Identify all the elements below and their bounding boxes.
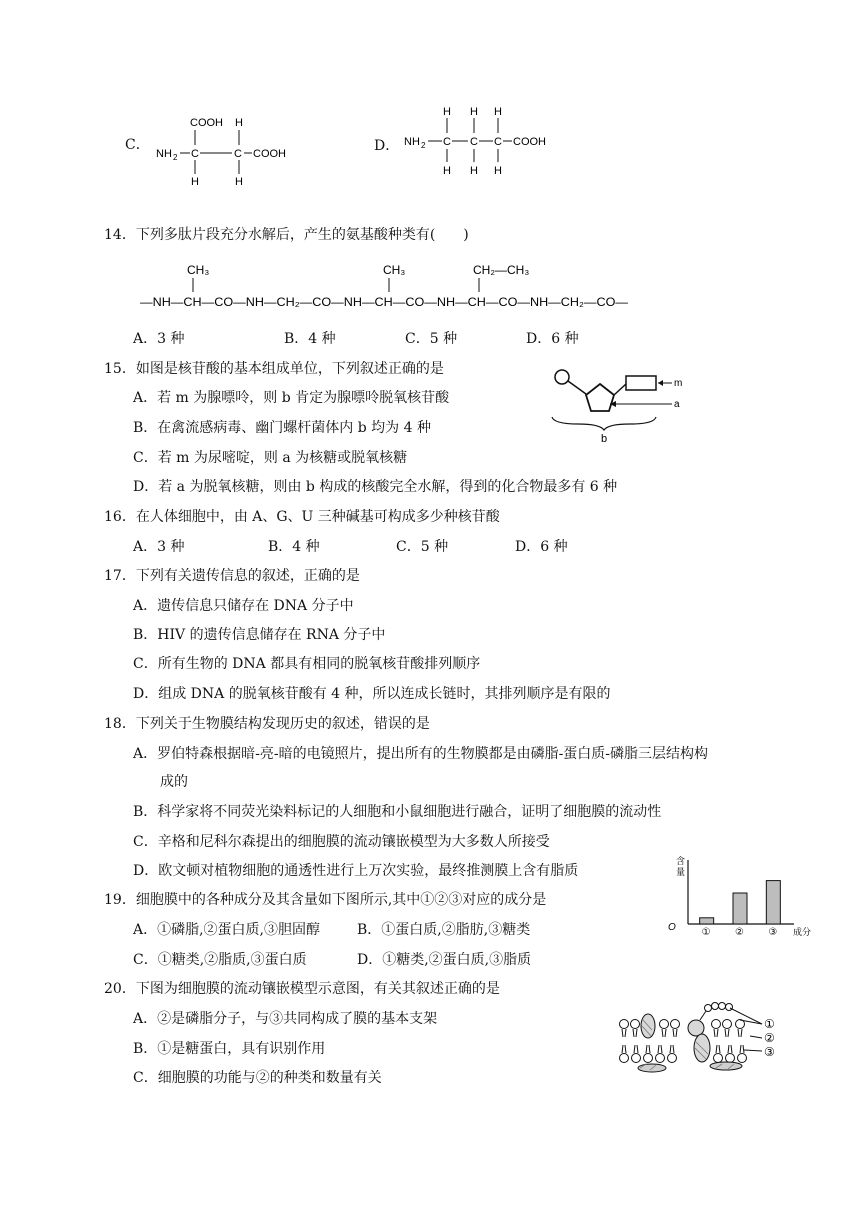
chart-tick-label-3: ③	[768, 927, 778, 938]
q19-option-a[interactable]: A．①磷脂,②蛋白质,③胆固醇	[133, 922, 321, 938]
q14-option-b[interactable]: B．4 种	[284, 331, 336, 347]
svg-text:C: C	[494, 136, 502, 148]
c-nh2: NH	[156, 148, 172, 160]
d-h-top-1: H	[443, 106, 451, 118]
c-h-bottom-2: H	[235, 176, 243, 188]
q18-option-a-cont: 成的	[160, 774, 188, 790]
brace-b	[552, 417, 656, 430]
q14-main-chain: —NH—CH—CO—NH—CH₂—CO—NH—CH—CO—NH—CH—CO—NH—CH₂—CO—	[140, 295, 628, 309]
svg-text:C: C	[443, 136, 451, 148]
chart-bar-3	[766, 881, 780, 924]
c-h-top: H	[235, 117, 243, 129]
q19-option-d[interactable]: D．①糖类,②蛋白质,③脂质	[357, 952, 532, 968]
q13-option-d-formula	[402, 100, 562, 180]
c-h-bottom-1: H	[191, 176, 199, 188]
q18-stem: 18．下列关于生物膜结构发现历史的叙述，错误的是	[104, 716, 430, 732]
protein-5	[710, 1062, 742, 1070]
q17-stem: 17．下列有关遗传信息的叙述，正确的是	[104, 568, 360, 584]
q20-stem: 20．下图为细胞膜的流动镶嵌模型示意图，有关其叙述正确的是	[104, 981, 500, 997]
q14-side-chain-2: CH₃	[383, 263, 406, 277]
d-nh2-sub: 2	[421, 141, 426, 150]
q17-option-b[interactable]: B．HIV 的遗传信息储存在 RNA 分子中	[133, 627, 386, 643]
q15-option-d[interactable]: D．若 a 为脱氧核糖，则由 b 构成的核酸完全水解，得到的化合物最多有 6 种	[133, 479, 618, 495]
q15-option-a[interactable]: A．若 m 为腺嘌呤，则 b 肯定为腺嘌呤脱氧核苷酸	[133, 390, 450, 406]
q19-stem: 19．细胞膜中的各种成分及其含量如下图所示,其中①②③对应的成分是	[104, 892, 547, 908]
q18-option-a[interactable]: A．罗伯特森根据暗-亮-暗的电镜照片，提出所有的生物膜都是由磷脂-蛋白质-磷脂三层结构构	[133, 746, 709, 762]
svg-text:C: C	[470, 136, 478, 148]
q15-option-b[interactable]: B．在禽流感病毒、幽门螺杆菌体内 b 均为 4 种	[133, 420, 431, 436]
q19-bar-chart	[668, 852, 823, 942]
q15-option-c[interactable]: C．若 m 为尿嘧啶，则 a 为核糖或脱氧核糖	[133, 450, 408, 466]
chart-bar-2	[733, 893, 747, 924]
q17-option-a[interactable]: A．遗传信息只储存在 DNA 分子中	[133, 598, 354, 614]
q17-option-c[interactable]: C．所有生物的 DNA 都具有相同的脱氧核苷酸排列顺序	[133, 656, 481, 672]
chart-tick-label-2: ②	[735, 927, 744, 938]
pentose-ring	[586, 384, 614, 411]
label-m: m	[674, 378, 683, 389]
q14-option-c[interactable]: C．5 种	[405, 331, 458, 347]
q13-option-c-label: C．	[125, 137, 150, 153]
q15-nucleotide-diagram	[548, 364, 688, 444]
q20-membrane-diagram	[616, 1000, 786, 1075]
label-a: a	[674, 399, 680, 410]
q14-side-chain-3: CH₂—CH₃	[473, 263, 530, 277]
phosphate-circle	[555, 370, 569, 384]
base-rect	[626, 376, 656, 390]
d-h-bottom-1: H	[443, 165, 451, 177]
q16-option-d[interactable]: D．6 种	[515, 539, 568, 555]
chart-xlabel: 成分	[793, 927, 812, 937]
q13-option-c-formula	[150, 110, 300, 190]
q15-stem: 15．如图是核苷酸的基本组成单位，下列叙述正确的是	[104, 361, 444, 377]
q14-option-a[interactable]: A．3 种	[133, 331, 185, 347]
d-h-top-2: H	[470, 106, 478, 118]
label-2: ②	[764, 1031, 775, 1045]
q14-peptide-structure	[140, 256, 640, 312]
d-h-top-3: H	[494, 106, 502, 118]
q14-option-d[interactable]: D．6 种	[526, 331, 579, 347]
chart-bar-1	[700, 918, 714, 924]
q19-option-b[interactable]: B．①蛋白质,②脂肪,③糖类	[357, 922, 531, 938]
q20-option-b[interactable]: B．①是糖蛋白，具有识别作用	[133, 1041, 326, 1057]
c-cooh-right: COOH	[253, 148, 286, 160]
d-h-bottom-3: H	[494, 165, 502, 177]
q16-stem: 16．在人体细胞中，由 A、G、U 三种碱基可构成多少种核苷酸	[104, 509, 500, 525]
c-cooh-top: COOH	[190, 117, 223, 129]
q14-side-chain-1: CH₃	[187, 263, 210, 277]
q19-option-c[interactable]: C．①糖类,②脂质,③蛋白质	[133, 952, 307, 968]
chart-ylabel-2: 量	[676, 867, 686, 877]
c-nh2-sub: 2	[173, 153, 178, 162]
q16-option-a[interactable]: A．3 种	[133, 539, 185, 555]
q16-option-b[interactable]: B．4 种	[268, 539, 320, 555]
q18-option-d[interactable]: D．欧文顿对植物细胞的通透性进行上万次实验，最终推测膜上含有脂质	[133, 863, 579, 879]
q20-option-a[interactable]: A．②是磷脂分子，与③共同构成了膜的基本支架	[133, 1011, 438, 1027]
c-carbon-2: C	[234, 148, 242, 160]
d-h-bottom-2: H	[470, 165, 478, 177]
chart-tick-label-1: ①	[701, 927, 711, 938]
chart-origin: O	[668, 922, 676, 933]
c-carbon-1: C	[191, 148, 199, 160]
label-b: b	[601, 433, 608, 444]
d-cooh: COOH	[513, 136, 546, 148]
q18-option-b[interactable]: B．科学家将不同荧光染料标记的人细胞和小鼠细胞进行融合，证明了细胞膜的流动性	[133, 804, 662, 820]
q14-stem: 14．下列多肽片段充分水解后，产生的氨基酸种类有( )	[104, 227, 469, 243]
q13-option-d-label: D．	[374, 138, 400, 154]
label-1: ①	[764, 1017, 775, 1031]
q17-option-d[interactable]: D．组成 DNA 的脱氧核苷酸有 4 种，所以连成长链时，其排列顺序是有限的	[133, 686, 611, 702]
chart-ylabel-1: 含	[676, 856, 686, 866]
q18-option-c[interactable]: C．辛格和尼科尔森提出的细胞膜的流动镶嵌模型为大多数人所接受	[133, 834, 550, 850]
q16-option-c[interactable]: C．5 种	[396, 539, 449, 555]
q20-option-c[interactable]: C．细胞膜的功能与②的种类和数量有关	[133, 1070, 382, 1086]
d-nh2: NH	[404, 136, 420, 148]
label-3: ③	[764, 1045, 775, 1059]
